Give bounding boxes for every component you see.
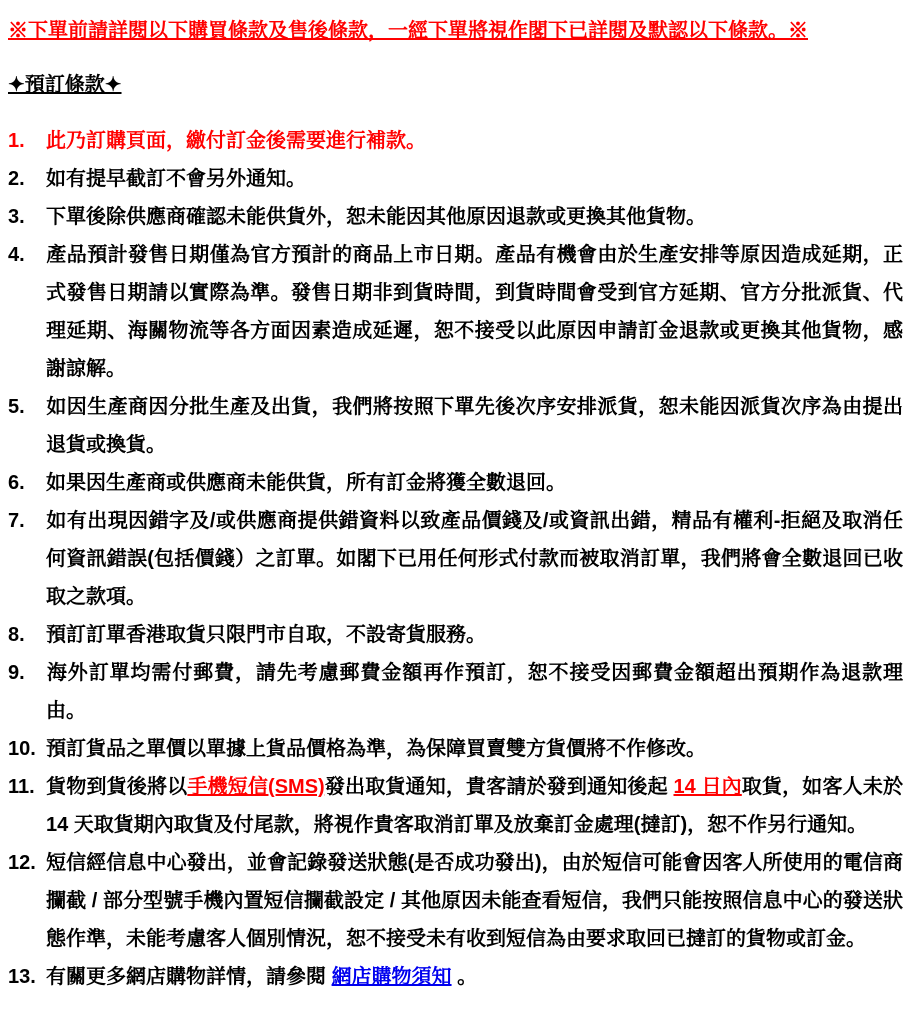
term-item-12 — [8, 844, 903, 958]
term-item-13 — [8, 958, 903, 996]
term-item-7 — [8, 502, 903, 616]
section-header-preorder-terms: ✦預訂條款✦ — [8, 74, 122, 96]
term-text: 如果因生產商或供應商未能供貨，所有訂金將獲全數退回。 — [46, 472, 566, 494]
term-number: 13. — [8, 966, 36, 988]
term-item-1 — [8, 122, 903, 160]
term-text: 取貨，如客人未於 14 天取貨期內取貨及付尾款，將視作貴客取消訂單及放棄訂金處理(撻訂)，恕不作另行通知。 — [46, 776, 903, 836]
term-number: 7. — [8, 510, 25, 532]
term-item-11 — [8, 768, 903, 844]
term-item-3 — [8, 198, 903, 236]
term-text: 貨物到貨後將以 — [46, 776, 188, 798]
shop-guide-link[interactable]: 網店購物須知 — [331, 966, 452, 988]
term-text: 有關更多網店購物詳情，請參閱 — [46, 966, 332, 988]
term-item-4 — [8, 236, 903, 388]
term-text: 海外訂單均需付郵費，請先考慮郵費金額再作預訂，恕不接受因郵費金額超出預期作為退款理由。 — [46, 662, 903, 722]
term-number: 9. — [8, 662, 25, 684]
page-title: ※下單前請詳閱以下購買條款及售後條款，一經下單將視作閣下已詳閱及默認以下條款。※ — [8, 20, 808, 42]
terms-list — [8, 122, 903, 996]
term-text: 預訂貨品之單價以單據上貨品價格為準，為保障買賣雙方貨價將不作修改。 — [46, 738, 706, 760]
term-number: 5. — [8, 396, 25, 418]
term-number: 1. — [8, 130, 25, 152]
term-text: 預訂訂單香港取貨只限門市自取，不設寄貨服務。 — [46, 624, 486, 646]
term-text: 產品預計發售日期僅為官方預計的商品上市日期。產品有機會由於生產安排等原因造成延期，正式發售日期請以實際為準。發售日期非到貨時間，到貨時間會受到官方延期、官方分批派貨、代理延期、海關物流等各方面因素造成延遲，恕不接受以此原因申請訂金退款或更換其他貨物，感謝諒解。 — [46, 244, 903, 380]
term-text: 此乃訂購頁面，繳付訂金後需要進行補款。 — [46, 130, 426, 152]
term-text: 發出取貨通知，貴客請於發到通知後起 — [324, 776, 674, 798]
term-text: 短信經信息中心發出，並會記錄發送狀態(是否成功發出)，由於短信可能會因客人所使用的電信商攔截 / 部分型號手機內置短信攔截設定 / 其他原因未能查看短信，我們只能按照信息中心的發送狀態作準，未能考慮客人個別情況，恕不接受未有收到短信為由要求取回已撻訂的貨物或訂金。 — [46, 852, 903, 950]
term-item-5 — [8, 388, 903, 464]
term-number: 4. — [8, 244, 25, 266]
term-item-9 — [8, 654, 903, 730]
term-text: 如有出現因錯字及/或供應商提供錯資料以致產品價錢及/或資訊出錯，精品有權利-拒絕及取消任何資訊錯誤(包括價錢）之訂單。如閣下已用任何形式付款而被取消訂單，我們將會全數退回已收取之款項。 — [46, 510, 903, 608]
term-item-6 — [8, 464, 903, 502]
highlighted-text: 手機短信(SMS) — [187, 776, 325, 798]
term-number: 12. — [8, 852, 36, 874]
term-number: 3. — [8, 206, 25, 228]
term-number: 10. — [8, 738, 36, 760]
term-text: 下單後除供應商確認未能供貨外，恕未能因其他原因退款或更換其他貨物。 — [46, 206, 706, 228]
term-number: 6. — [8, 472, 25, 494]
term-number: 8. — [8, 624, 25, 646]
term-item-8 — [8, 616, 903, 654]
term-number: 11. — [8, 776, 35, 798]
term-text: 。 — [451, 966, 478, 988]
highlighted-text: 14 日內 — [673, 776, 742, 798]
term-item-10 — [8, 730, 903, 768]
term-text: 如有提早截訂不會另外通知。 — [46, 168, 306, 190]
term-number: 2. — [8, 168, 25, 190]
term-text: 如因生產商因分批生產及出貨，我們將按照下單先後次序安排派貨，恕未能因派貨次序為由提出退貨或換貨。 — [46, 396, 903, 456]
term-item-2 — [8, 160, 903, 198]
